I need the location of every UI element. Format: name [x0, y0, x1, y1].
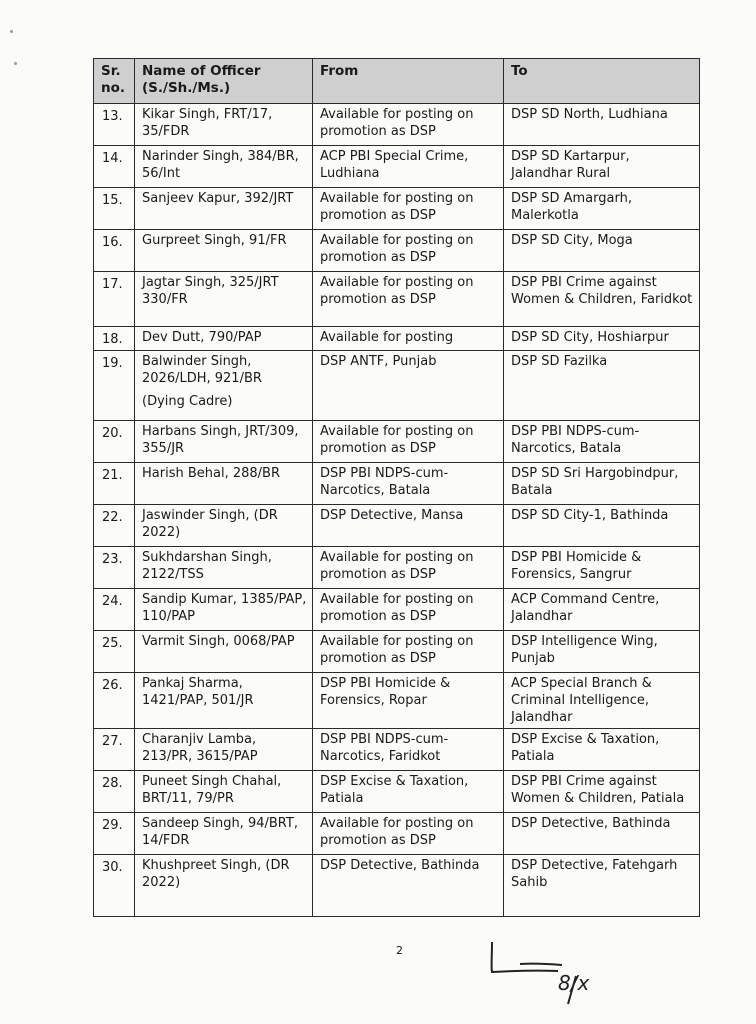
header-sr-no: Sr. no.: [94, 59, 135, 104]
to-cell: DSP SD Kartarpur, Jalandhar Rural: [504, 146, 700, 188]
officer-name: Jagtar Singh, 325/JRT 330/FR: [142, 275, 279, 307]
officer-name: Varmit Singh, 0068/PAP: [142, 634, 295, 649]
table-row: [94, 327, 700, 351]
officer-name: Charanjiv Lamba, 213/PR, 3615/PAP: [142, 732, 258, 764]
table-row: [94, 813, 700, 855]
officer-name-cell: [135, 855, 313, 917]
from-cell: DSP ANTF, Punjab: [313, 351, 504, 421]
to-cell: DSP SD City, Moga: [504, 230, 700, 272]
table-row: [94, 351, 700, 421]
from-cell: Available for posting on promotion as DSP: [313, 813, 504, 855]
sr-no-cell: 29.: [94, 813, 135, 855]
officer-name: Sanjeev Kapur, 392/JRT: [142, 191, 294, 206]
table-row: [94, 188, 700, 230]
from-cell: Available for posting: [313, 327, 504, 351]
table-row: [94, 729, 700, 771]
table-row: [94, 547, 700, 589]
sr-no-cell: 17.: [94, 272, 135, 327]
table-row: [94, 146, 700, 188]
officer-name: Sandeep Singh, 94/BRT, 14/FDR: [142, 816, 298, 848]
sr-no-cell: 21.: [94, 463, 135, 505]
officer-name-cell: [135, 272, 313, 327]
to-cell: ACP Command Centre, Jalandhar: [504, 589, 700, 631]
sr-no-cell: 26.: [94, 673, 135, 729]
handwritten-initials: [480, 938, 620, 1008]
from-cell: DSP Detective, Mansa: [313, 505, 504, 547]
table-row: [94, 589, 700, 631]
table-row: [94, 505, 700, 547]
table-header-row: [94, 59, 700, 104]
to-cell: DSP PBI Crime against Women & Children, Patiala: [504, 771, 700, 813]
from-cell: DSP PBI NDPS-cum-Narcotics, Faridkot: [313, 729, 504, 771]
page-number: 2: [396, 944, 403, 957]
officer-name: Harish Behal, 288/BR: [142, 466, 280, 481]
officer-name-cell: [135, 729, 313, 771]
officer-name-cell: [135, 188, 313, 230]
officer-name: Gurpreet Singh, 91/FR: [142, 233, 287, 248]
table-row: [94, 104, 700, 146]
sr-no-cell: 19.: [94, 351, 135, 421]
to-cell: DSP SD City-1, Bathinda: [504, 505, 700, 547]
officer-name-cell: [135, 421, 313, 463]
to-cell: DSP PBI Crime against Women & Children, Faridkot: [504, 272, 700, 327]
to-cell: DSP SD City, Hoshiarpur: [504, 327, 700, 351]
table-row: [94, 230, 700, 272]
to-cell: DSP PBI Homicide & Forensics, Sangrur: [504, 547, 700, 589]
sr-no-cell: 25.: [94, 631, 135, 673]
table-row: [94, 421, 700, 463]
officer-name-cell: [135, 631, 313, 673]
to-cell: DSP Intelligence Wing, Punjab: [504, 631, 700, 673]
officer-name-cell: [135, 771, 313, 813]
to-cell: DSP SD Sri Hargobindpur, Batala: [504, 463, 700, 505]
scan-speck: [14, 62, 17, 65]
table-row: [94, 855, 700, 917]
from-cell: ACP PBI Special Crime, Ludhiana: [313, 146, 504, 188]
sr-no-cell: 30.: [94, 855, 135, 917]
officer-posting-table: [93, 58, 700, 917]
officer-name-cell: [135, 589, 313, 631]
sr-no-cell: 22.: [94, 505, 135, 547]
table-row: [94, 463, 700, 505]
officer-name-cell: [135, 673, 313, 729]
from-cell: Available for posting on promotion as DSP: [313, 421, 504, 463]
officer-name: Khushpreet Singh, (DR 2022): [142, 858, 290, 890]
header-to: To: [504, 59, 700, 104]
sr-no-cell: 23.: [94, 547, 135, 589]
sr-no-cell: 18.: [94, 327, 135, 351]
to-cell: ACP Special Branch & Criminal Intelligence, Jalandhar: [504, 673, 700, 729]
officer-name-cell: [135, 463, 313, 505]
from-cell: DSP PBI NDPS-cum-Narcotics, Batala: [313, 463, 504, 505]
to-cell: DSP PBI NDPS-cum-Narcotics, Batala: [504, 421, 700, 463]
sr-no-cell: 28.: [94, 771, 135, 813]
officer-name-cell: [135, 104, 313, 146]
table-row: [94, 631, 700, 673]
officer-name: Sandip Kumar, 1385/PAP, 110/PAP: [142, 592, 307, 624]
from-cell: Available for posting on promotion as DSP: [313, 188, 504, 230]
to-cell: DSP SD Amargarh, Malerkotla: [504, 188, 700, 230]
officer-name-cell: [135, 146, 313, 188]
officer-name: Dev Dutt, 790/PAP: [142, 330, 262, 345]
officer-cadre-note: (Dying Cadre): [142, 394, 233, 409]
table-row: [94, 272, 700, 327]
officer-name-cell: [135, 505, 313, 547]
handwritten-note: 8/x: [558, 971, 590, 995]
from-cell: Available for posting on promotion as DSP: [313, 272, 504, 327]
sr-no-cell: 27.: [94, 729, 135, 771]
officer-name: Pankaj Sharma, 1421/PAP, 501/JR: [142, 676, 254, 708]
from-cell: Available for posting on promotion as DSP: [313, 230, 504, 272]
sr-no-cell: 15.: [94, 188, 135, 230]
to-cell: DSP Detective, Fatehgarh Sahib: [504, 855, 700, 917]
sr-no-cell: 24.: [94, 589, 135, 631]
from-cell: Available for posting on promotion as DSP: [313, 631, 504, 673]
from-cell: Available for posting on promotion as DSP: [313, 547, 504, 589]
officer-name: Puneet Singh Chahal, BRT/11, 79/PR: [142, 774, 282, 806]
table-row: [94, 673, 700, 729]
officer-name: Kikar Singh, FRT/17, 35/FDR: [142, 107, 273, 139]
officer-name: Jaswinder Singh, (DR 2022): [142, 508, 278, 540]
from-cell: Available for posting on promotion as DSP: [313, 104, 504, 146]
from-cell: DSP Excise & Taxation, Patiala: [313, 771, 504, 813]
officer-name-cell: [135, 327, 313, 351]
officer-name: Harbans Singh, JRT/309, 355/JR: [142, 424, 299, 456]
to-cell: DSP SD North, Ludhiana: [504, 104, 700, 146]
scan-speck: [10, 30, 13, 33]
officer-name: Sukhdarshan Singh, 2122/TSS: [142, 550, 272, 582]
officer-name-cell: [135, 351, 313, 421]
sr-no-cell: 14.: [94, 146, 135, 188]
header-name-of-officer: Name of Officer (S./Sh./Ms.): [135, 59, 313, 104]
sr-no-cell: 20.: [94, 421, 135, 463]
sr-no-cell: 13.: [94, 104, 135, 146]
officer-name-cell: [135, 813, 313, 855]
sr-no-cell: 16.: [94, 230, 135, 272]
to-cell: DSP SD Fazilka: [504, 351, 700, 421]
table-row: [94, 771, 700, 813]
officer-name-cell: [135, 547, 313, 589]
officer-name-cell: [135, 230, 313, 272]
officer-name: Balwinder Singh, 2026/LDH, 921/BR: [142, 354, 262, 386]
from-cell: Available for posting on promotion as DSP: [313, 589, 504, 631]
header-from: From: [313, 59, 504, 104]
from-cell: DSP PBI Homicide & Forensics, Ropar: [313, 673, 504, 729]
to-cell: DSP Excise & Taxation, Patiala: [504, 729, 700, 771]
to-cell: DSP Detective, Bathinda: [504, 813, 700, 855]
from-cell: DSP Detective, Bathinda: [313, 855, 504, 917]
officer-name: Narinder Singh, 384/BR, 56/Int: [142, 149, 299, 181]
